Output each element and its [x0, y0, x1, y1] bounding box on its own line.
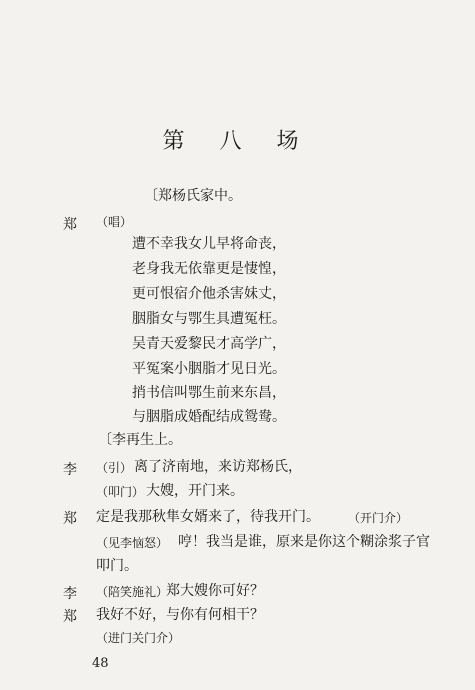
page-number: 48 — [92, 656, 109, 671]
li-line-1: 离了济南地，来访郑杨氏， — [134, 459, 302, 475]
li-line-2: 大嫂，开门来。 — [146, 483, 244, 499]
verse-line-1: 遭不幸我女儿早将命丧， — [132, 236, 286, 252]
speaker-zheng-3: 郑 — [63, 609, 77, 625]
sing-mark: （唱） — [96, 215, 133, 229]
stage-direction-li-enter: 〔李再生上。 — [98, 432, 182, 448]
speaker-zheng-2: 郑 — [63, 511, 77, 527]
verse-line-6: 平冤案小胭脂才见日光。 — [132, 361, 286, 377]
zheng-line-1-note: （开门介） — [348, 511, 409, 525]
zheng-line-1: 定是我那秋隼女婿来了，待我开门。 — [96, 509, 320, 525]
verse-line-2: 老身我无依靠更是悽惶， — [132, 261, 286, 277]
verse-line-4: 胭脂女与鄂生具遭冤枉。 — [132, 311, 286, 327]
verse-line-3: 更可恨宿介他杀害妹丈， — [132, 286, 286, 302]
li-line-1-note: （引） — [96, 461, 133, 475]
final-stage-note: （进门关门介） — [96, 631, 181, 645]
li-line-2-note: （叩门） — [96, 485, 145, 499]
zheng-line-2-note: （见李恼怒） — [96, 536, 169, 550]
speaker-li-1: 李 — [63, 462, 77, 478]
stage-direction-open: 〔郑杨氏家中。 — [144, 188, 242, 204]
li-line-3: 郑大嫂你可好？ — [166, 583, 264, 599]
zheng-line-3: 我好不好，与你有何相干？ — [96, 607, 264, 623]
zheng-line-2b: 叩门。 — [96, 558, 138, 574]
speaker-zheng: 郑 — [63, 217, 77, 233]
scene-title: 第 八 场 — [162, 129, 313, 154]
verse-line-8: 与胭脂成婚配结成鸳鸯。 — [132, 409, 286, 425]
verse-line-7: 捎书信叫鄂生前来东昌， — [132, 385, 286, 401]
speaker-li-2: 李 — [63, 586, 77, 602]
zheng-line-2a: 哼！我当是谁，原来是你这个糊涂浆子官 — [178, 534, 430, 550]
verse-line-5: 吴青天爱黎民才高学广， — [132, 336, 286, 352]
li-line-3-note: （陪笑施礼） — [96, 585, 169, 599]
